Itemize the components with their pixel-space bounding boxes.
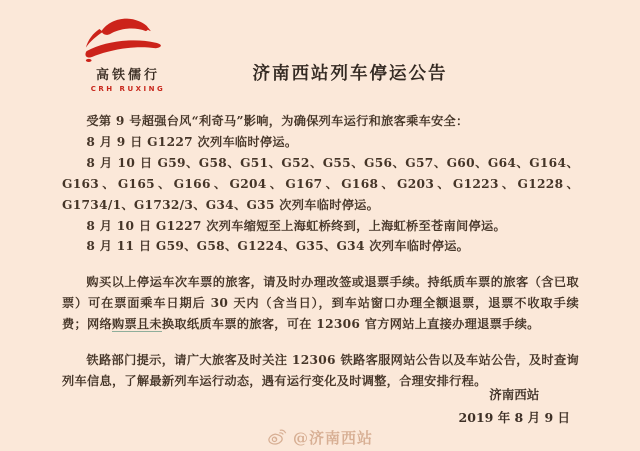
page-title: 济南西站列车停运公告 — [252, 64, 448, 84]
logo-brand-cn: 高铁儒行 — [95, 68, 160, 83]
suspension-line-aug10-list: 8 月 10 日 G59、G58、G51、G52、G55、G56、G57、G60、G64、G164、G163、G165、G166、G204、G167、G168、G203、G1223、G1228、G1734/1、G1732/3、G34、G35 次列车临时停运。 — [62, 155, 579, 212]
suspension-line-aug9: 8 月 9 日 G1227 次列车临时停运。 — [86, 134, 298, 149]
signature-block — [459, 383, 570, 429]
refund-text-pre: 购买以上停运车次车票的旅客，请及时办理改签或退票手续。持纸质车票的旅客（含已取票）可在票面乘车日期后 30 天内（含当日），到车站窗口办理全额退票，退票不收取手续费；网络 — [62, 275, 579, 332]
weibo-watermark — [0, 427, 640, 448]
refund-paragraph — [62, 272, 579, 335]
refund-text-post: 换取纸质车票的旅客，可在 12306 官方网站上直接办理退票手续。 — [161, 317, 540, 332]
announcement-body — [62, 111, 579, 392]
signature-org: 济南西站 — [489, 387, 540, 402]
suspension-line-aug11: 8 月 11 日 G59、G58、G1224、G35、G34 次列车临时停运。 — [86, 239, 470, 254]
brush-train-icon — [72, 14, 184, 64]
notice-paragraph: 铁路部门提示，请广大旅客及时关注 12306 铁路客服网站公告以及车站公告，及时查询列车信息，了解最新列车运行动态，遇有运行变化及时调整，合理安排行程。 — [62, 353, 579, 388]
weibo-icon — [267, 429, 287, 446]
intro-line: 受第 9 号超强台风“利奇马”影响，为确保列车运行和旅客乘车安全： — [86, 114, 469, 128]
logo-brand-en: CRH RUXING — [90, 85, 166, 93]
refund-text-underlined: 购票且未 — [111, 317, 162, 332]
signature-date: 2019 年 8 月 9 日 — [458, 410, 570, 425]
watermark-text: @济南西站 — [292, 429, 373, 447]
suspension-line-aug10-short: 8 月 10 日 G1227 次列车缩短至上海虹桥终到，上海虹桥至苍南间停运。 — [86, 218, 506, 233]
